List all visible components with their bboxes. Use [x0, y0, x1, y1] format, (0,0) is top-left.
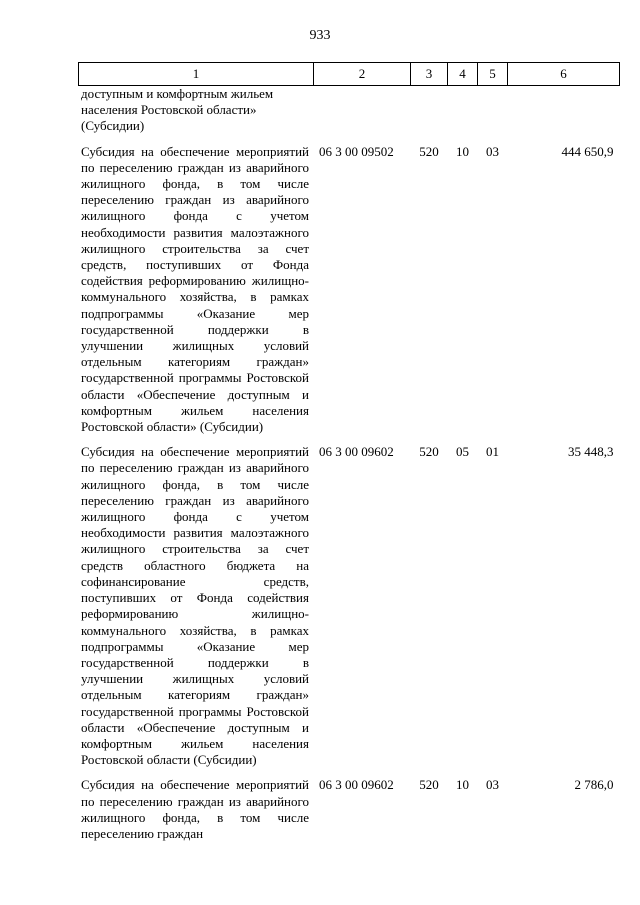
- row-rz: 10: [456, 143, 469, 159]
- header-col-1: 1: [79, 63, 314, 86]
- row-description: Субсидия на обеспечение мероприятий по переселению граждан из аварийного жилищного фонда, в том числе переселению граждан: [81, 777, 309, 841]
- table-row: [79, 777, 620, 851]
- header-col-5: 5: [478, 63, 508, 86]
- header-col-2: 2: [314, 63, 411, 86]
- header-col-6: 6: [508, 63, 620, 86]
- table-row: [79, 444, 620, 777]
- budget-table: [78, 62, 620, 851]
- row-description: доступным и комфортным жильем населения Ростовской области» (Субсидии): [81, 86, 274, 134]
- row-code: 06 3 00 09602: [319, 777, 394, 793]
- row-rz: 10: [456, 777, 469, 793]
- row-pr: 03: [486, 777, 499, 793]
- table-row: [79, 144, 620, 445]
- header-row: [79, 63, 620, 86]
- row-vr: 520: [419, 143, 439, 159]
- row-amount: 444 650,9: [561, 143, 614, 159]
- page-number: 933: [309, 28, 331, 43]
- table-row: [79, 86, 620, 144]
- row-description: Субсидия на обеспечение мероприятий по переселению граждан из аварийного жилищного фонда, в том числе переселению граждан из аварийного жилищного фонда с учетом необходимости развития малоэтажного жилищного строительства за счет средств областного бюджета на софинансирование средств, поступивших от Фонда содействия реформированию жилищно-коммунального хозяйства, в рамках подпрограммы «Оказание мер государственной поддержки в улучшении жилищных условий отдельным категориям граждан» государственной программы Ростовской области «Обеспечение доступным и комфортным жильем населения Ростовской области (Субсидии): [81, 444, 309, 768]
- row-pr: 01: [486, 444, 499, 460]
- row-code: 06 3 00 09602: [319, 444, 394, 460]
- row-vr: [411, 86, 448, 144]
- row-rz: [448, 86, 478, 144]
- row-vr: 520: [419, 444, 439, 460]
- header-col-3: 3: [411, 63, 448, 86]
- row-rz: 05: [456, 444, 469, 460]
- row-code: 06 3 00 09502: [319, 143, 394, 159]
- header-col-4: 4: [448, 63, 478, 86]
- row-amount: 35 448,3: [568, 444, 614, 460]
- row-amount: [508, 86, 620, 144]
- row-pr: [478, 86, 508, 144]
- table-header: [79, 63, 620, 86]
- row-vr: 520: [419, 777, 439, 793]
- row-code: [314, 86, 411, 144]
- row-pr: 03: [486, 143, 499, 159]
- table-body: [79, 86, 620, 852]
- row-amount: 2 786,0: [574, 777, 614, 793]
- row-description: Субсидия на обеспечение мероприятий по переселению граждан из аварийного жилищного фонда, в том числе переселению граждан из аварийного жилищного фонда с учетом необходимости развития малоэтажного жилищного строительства за счет средств, поступивших от Фонда содействия реформированию жилищно-коммунального хозяйства, в рамках подпрограммы «Оказание мер государственной поддержки в улучшении жилищных условий отдельным категориям граждан» государственной программы Ростовской области «Обеспечение доступным и комфортным жильем населения Ростовской области» (Субсидии): [81, 143, 309, 435]
